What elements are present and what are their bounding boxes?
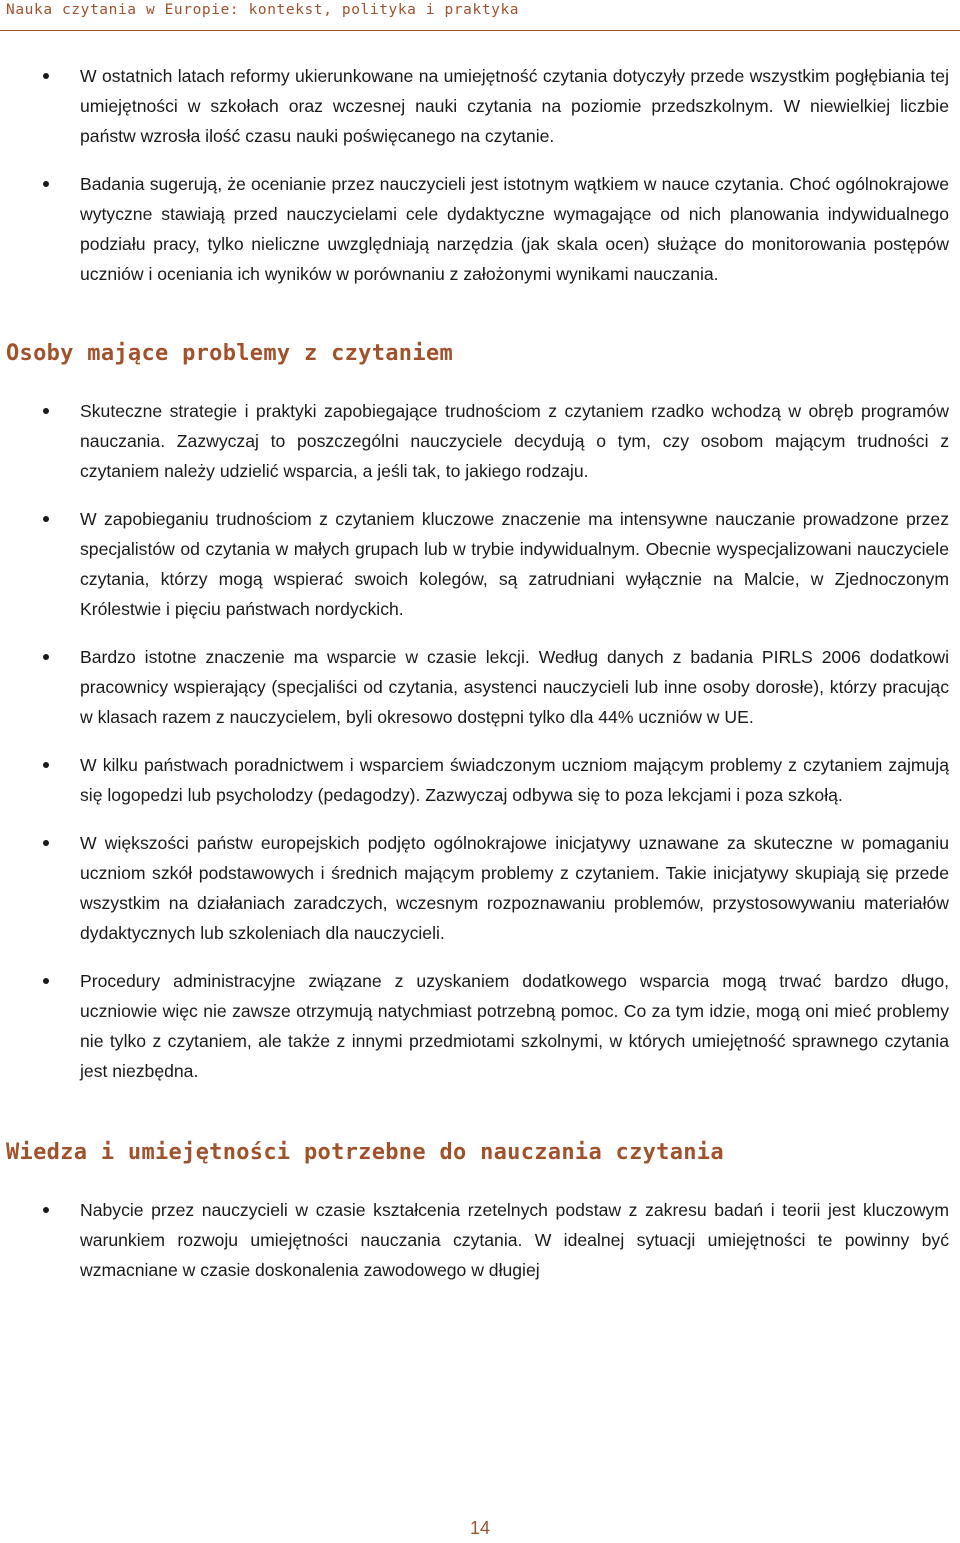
intro-bullet-list — [0, 61, 960, 289]
list-item-text: Procedury administracyjne związane z uzyskaniem dodatkowego wsparcia mogą trwać bardzo długo, uczniowie więc nie zawsze otrzymują natychmiast potrzebną pomoc. Co za tym idzie, mogą oni mieć problemy nie tylko z czytaniem, ale także z innymi przedmiotami szkolnymi, w których umiejętność sprawnego czytania jest niezbędna. — [80, 971, 949, 1081]
list-item — [0, 504, 960, 624]
bullet-icon — [43, 840, 49, 846]
list-item-text: W kilku państwach poradnictwem i wsparciem świadczonym uczniom mającym problemy z czytaniem zajmują się logopedzi lub psycholodzy (pedagodzy). Zazwyczaj odbywa się to poza lekcjami i poza szkołą. — [80, 755, 949, 805]
list-item-text: Bardzo istotne znaczenie ma wsparcie w czasie lekcji. Według danych z badania PIRLS 2006 dodatkowi pracownicy wspierający (specjaliści od czytania, asystenci nauczycieli lub inne osoby dorosłe), którzy pracując w klasach razem z nauczycielem, byli okresowo dostępni tylko dla 44% uczniów w UE. — [80, 647, 949, 727]
list-item-text: W zapobieganiu trudnościom z czytaniem kluczowe znaczenie ma intensywne nauczanie prowadzone przez specjalistów od czytania w małych grupach lub w trybie indywidualnym. Obecnie wyspecjalizowani nauczyciele czytania, którzy mogą wspierać swoich kolegów, są zatrudniani wyłącznie na Malcie, w Zjednoczonym Królestwie i pięciu państwach nordyckich. — [80, 509, 949, 619]
page-content — [0, 61, 960, 1303]
header-divider — [0, 30, 960, 31]
bullet-icon — [43, 516, 49, 522]
list-item-text: W większości państw europejskich podjęto ogólnokrajowe inicjatywy uznawane za skuteczne w pomaganiu uczniom szkół podstawowych i średnich mającym problemy z czytaniem. Takie inicjatywy skupiają się przede wszystkim na działaniach zaradczych, wczesnym rozpoznawaniu problemów, przystosowywaniu materiałów dydaktycznych lub szkoleniach dla nauczycieli. — [80, 833, 949, 943]
teacher-knowledge-bullet-list — [0, 1195, 960, 1285]
running-header-title: Nauka czytania w Europie: kontekst, polityka i praktyka — [6, 2, 520, 18]
bullet-icon — [43, 408, 49, 414]
list-item-text: W ostatnich latach reformy ukierunkowane na umiejętność czytania dotyczyły przede wszystkim pogłębiania tej umiejętności w szkołach oraz wczesnej nauki czytania na poziomie przedszkolnym. W niewielkiej liczbie państw wzrosła ilość czasu nauki poświęcanego na czytanie. — [80, 66, 949, 146]
page-number: 14 — [469, 1518, 491, 1538]
bullet-icon — [43, 762, 49, 768]
list-item-text: Badania sugerują, że ocenianie przez nauczycieli jest istotnym wątkiem w nauce czytania. Choć ogólnokrajowe wytyczne stawiają przed nauczycielami cele dydaktyczne wymagające od nich planowania indywidualnego podziału pracy, tylko nieliczne uwzględniają narzędzia (jak skala ocen) służące do monitorowania postępów uczniów i oceniania ich wyników w porównaniu z założonymi wynikami nauczania. — [80, 174, 949, 284]
list-item — [0, 750, 960, 810]
list-item — [0, 1195, 960, 1285]
section-heading-teacher-knowledge: Wiedza i umiejętności potrzebne do nauczania czytania — [6, 1140, 724, 1165]
list-item-text: Nabycie przez nauczycieli w czasie kształcenia rzetelnych podstaw z zakresu badań i teorii jest kluczowym warunkiem rozwoju umiejętności nauczania czytania. W idealnej sytuacji umiejętności te powinny być wzmacniane w czasie doskonalenia zawodowego w długiej — [80, 1200, 949, 1280]
bullet-icon — [43, 654, 49, 660]
list-item — [0, 61, 960, 151]
bullet-icon — [43, 181, 49, 187]
list-item — [0, 169, 960, 289]
bullet-icon — [43, 1207, 49, 1213]
reading-problems-bullet-list — [0, 396, 960, 1086]
list-item — [0, 966, 960, 1086]
list-item — [0, 828, 960, 948]
list-item — [0, 642, 960, 732]
list-item — [0, 396, 960, 486]
list-item-text: Skuteczne strategie i praktyki zapobiegające trudnościom z czytaniem rzadko wchodzą w obręb programów nauczania. Zazwyczaj to poszczególni nauczyciele decydują o tym, czy osobom mającym trudności z czytaniem należy udzielić wsparcia, a jeśli tak, to jakiego rodzaju. — [80, 401, 949, 481]
section-heading-reading-problems: Osoby mające problemy z czytaniem — [6, 341, 453, 366]
bullet-icon — [43, 73, 49, 79]
bullet-icon — [43, 978, 49, 984]
